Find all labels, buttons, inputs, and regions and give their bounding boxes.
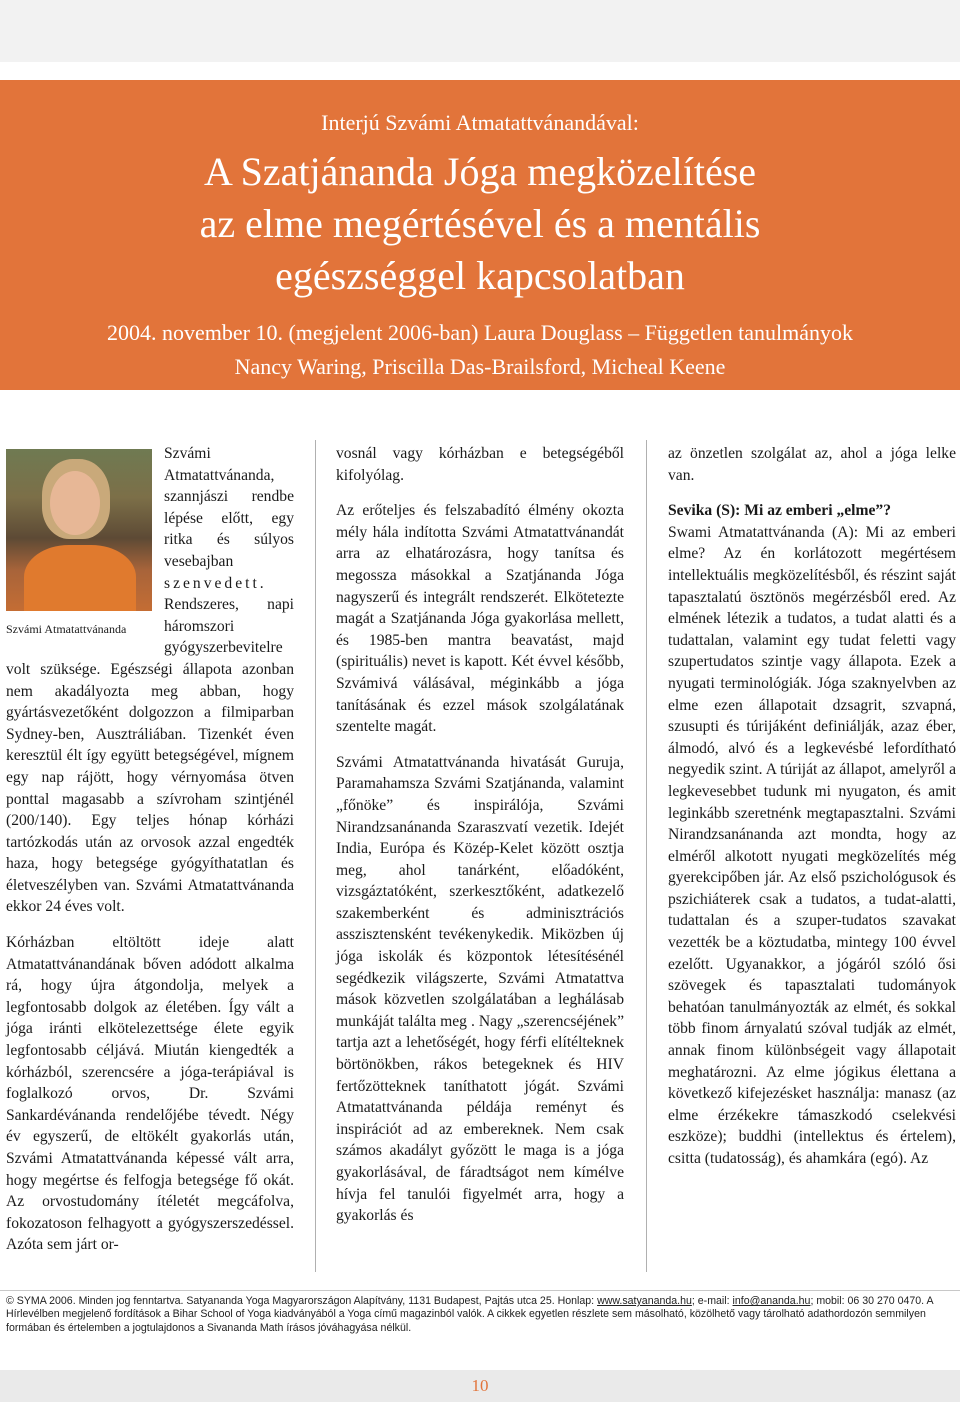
meta-line: Nancy Waring, Priscilla Das-Brailsford, Micheal Keene	[234, 354, 726, 379]
footer: © SYMA 2006. Minden jog fenntartva. Satyananda Yoga Magyarországon Alapítvány, 1131 Budapest, Pajtás utca 25. Honlap: www.satyananda.hu; e-mail: info@ananda.hu; mobil: 06 30 270 0470. A Hírlevélben megjelenő fordítások a Bihar School of Yoga kiadványából a Yoga című magazinból valók. A cikkek egyetlen részlete sem másolható, közölhető vagy tárolható adathordozón semmilyen formában és értelemben a jogtulajdonos a Sivananda Math írásos jóváhagyása nélkül.	[6, 1295, 933, 1334]
page-number-bar	[0, 1370, 960, 1402]
paragraph: Az erőteljes és felszabadító élmény okozta mély hála indította Szvámi Atmatattvánandát arra az elhatározásra, hogy tanítsa és megossza másokkal a Szatjánanda Jóga nagyszerű és integrált rendszerét. Elkötetezte magát a Szatjánanda Jóga gyakorlása mellett, és 1985-ben mantra beavatást, majd (spirituális) nevet is kapott. Két évvel később, Szvámivá válásával, méginkább a jóga tanításának és ezzel mások szolgálatának szentelte magát.	[336, 502, 624, 736]
column-divider	[646, 440, 647, 1272]
paragraph: Szvámi Atmatattvánanda hivatását Guruja, Paramahamsza Szvámi Szatjánanda, valamint „főnöke” és inspirálója, Szvámi Nirandzsanánanda Szaraszvatí vezetik. Idejét India, Európa és Közép-Kelet között osztja meg, ahol tanárként, előadóként, vizsgáztatóként, szerkesztőként, adatkezelő szakemberként és adminisztrációs asszisztensként tevékenykedik. Miközben új jóga iskolák és központok létesítésénél segédkezik világszerte, Szvámi Atmatattva mások közvetlen szolgálatában a leghálásab munkáját találta meg . Nagy „szerencséjének” tartja azt a lehetőségét, hogy férfi elítélteknek börtönökben, rákos betegeknek és HIV fertőzötteknek taníthatott jógát. Szvámi Atmatattvánanda példája reményt és inspirációt ad az embereknek. Nem csak számos akadályt győzött le maga is a jóga gyakorlásával, de fáradtságot nem kímélve hívja fel tanulói figyelmét arra, hogy a gyakorlás és	[336, 753, 624, 1225]
meta-line: 2004. november 10. (megjelent 2006-ban) Laura Douglass – Független tanulmányok	[107, 320, 853, 345]
column-2	[336, 443, 624, 1227]
top-strip	[0, 0, 960, 62]
paragraph: Swami Atmatattvánanda (A): Mi az emberi elme? Az én korlátozott megértésem intellektuális megközelítésből, és részint saját tapasztalatú ösztönös megérzésből ered. Az elmének létezik a tudatos, a tudat alatti és a tudattalan, valamint egy tudat feletti vagy szupertudatos szintje vagy állapota. Ezek a nyugati terminológiák. Jóga szaknyelvben az elme ezen állapotait dzsagrit, szvapná, szusupti és túrijáként definiálják, azaz éber, álmodó, alvó és a legkevésbé lefordítható negyedik szint. A túriját az állapot, amelyről a legkevesebbet tudunk mi nyugaton, és amit leginkább szeretnénk megtapasztalni. Szvámi Nirandzsanánanda azt mondta, hogy az elméről alkotott nyugati megközelítés még gyerekcipőben jár. Az első pszichológusok és pszichiáterek csak a tudatos, a tudat-alatti, tudattalan és a szuper-tudatos szavakat vezették be a köztudatba, mintegy 100 évvel ezelőtt. Ugyanakkor, a jógáról szóló ősi szövegek és tapasztalati tudományok behatóan tanulmányozták az elmét, és sokkal több finom árnyalatú szóval tudják az elmét, annak finom különbségeit vagy állapotait meghatározni. Az elme jógikus élettana a következő kifejezésket használja: manasz (az elme érzékekre támaszkodó cselekvési eszköze); buddhi (intellektus és értelem), csitta (tudatosság), és ahamkára (egó). Az	[668, 523, 956, 1167]
paragraph: Kórházban eltöltött ideje alatt Atmatattvánandának bőven adódott alkalma rá, hogy újra átgondolja, melyek a legfontosabb dolgok az életében. Így vált a jóga iránti elkötelezettsége élete egyik legfontosabb céljává. Miután kiengedték a kórházból, szerencsére a jóga-terápiával is foglalkozó orvos, Dr. Szvámi Sankardévánanda rendelőjébe tévedt. Négy év egyszerű, de eltökélt gyakorlás után, Szvámi Atmatattvánanda képessé vált arra, hogy megértse és felfogja betegsége fő okát. Az orvostudomány ítéletét megcáfolva, fokozatoson felhagyott a gyógyszerszedéssel. Azóta sem járt or-	[6, 934, 294, 1254]
title-line: A Szatjánanda Jóga megközelítése	[203, 149, 757, 194]
title-line: egészséggel kapcsolatban	[275, 253, 685, 298]
email-link[interactable]: info@ananda.hu	[732, 1295, 811, 1307]
portrait-photo	[6, 449, 152, 611]
column-1	[6, 443, 294, 1256]
paragraph: az önzetlen szolgálat az, ahol a jóga lelke van.	[668, 445, 956, 484]
article-meta	[0, 316, 960, 384]
column-3	[668, 443, 956, 1170]
column-divider	[315, 440, 316, 1272]
article-header	[0, 80, 960, 390]
page-number: 10	[471, 1376, 489, 1395]
article-title	[0, 146, 960, 302]
title-line: az elme megértésével és a mentális	[199, 201, 761, 246]
interview-kicker: Interjú Szvámi Atmatattvánandával:	[321, 110, 639, 135]
paragraph: Szvámi Atmatattvánanda, szannjászi rendbe lépése előtt, egy ritka és súlyos vesebajban szenvedett. Rendszeres, napi háromszori gyógyszerbevitelre volt szüksége. Egészségi állapota azonban nem akadályozta meg abban, hogy gyártásvezetőként dolgozzon a filmiparban Sydney-ben, Ausztráliában. Tizenkét éven keresztül élt így együtt betegségével, mígnem egy nap rájött, hogy vérnyomása ötven ponttal magasabb a szívroham szintjénél (200/140). Egy teljes hónap kórházi tartózkodás után az orvosok azzal engedték haza, hogy betegsége gyógyíthatatlan és életveszélyben van. Szvámi Atmatattvánanda ekkor 24 éves volt.	[6, 445, 294, 916]
website-link[interactable]: www.satyananda.hu	[597, 1295, 692, 1307]
interview-question: Sevika (S): Mi az emberi „elme”?	[668, 502, 892, 520]
paragraph: vosnál vagy kórházban e betegségéből kifolyólag.	[336, 445, 624, 484]
portrait-figure	[6, 443, 156, 651]
photo-caption: Szvámi Atmatattvánanda	[6, 622, 127, 636]
footer-divider	[0, 1290, 960, 1291]
